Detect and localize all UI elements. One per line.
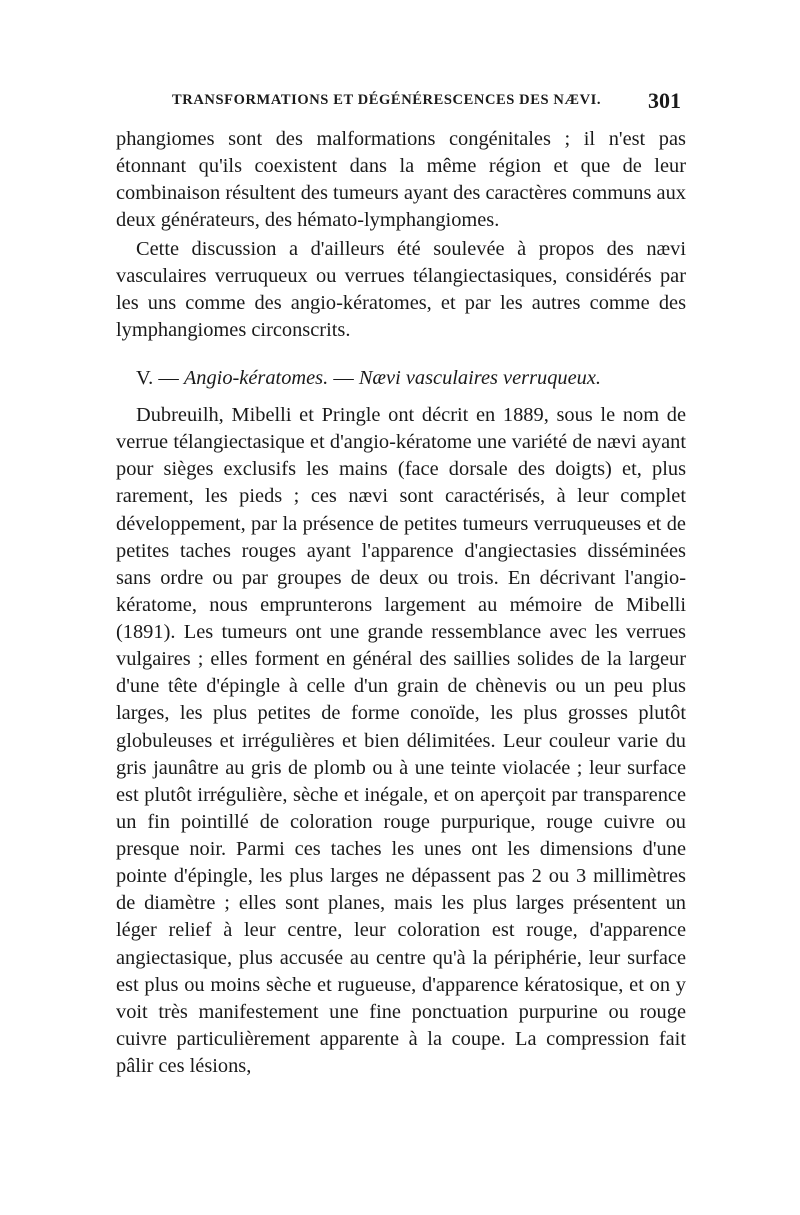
paragraph-1 <box>116 126 686 235</box>
section-dash-2: — <box>333 367 354 389</box>
section-title-2: Nævi vasculaires verruqueux. <box>358 367 602 389</box>
paragraph-1-text: phangiomes sont des malformations congénitales ; il n'est pas étonnant qu'ils coexistent dans la même région et que de leur combinaison résultent des tumeurs ayant des caractères communs aux deux générateurs, des hémato-lymphangiomes. <box>116 128 686 232</box>
running-head: TRANSFORMATIONS ET DÉGÉNÉRESCENCES DES NÆVI. <box>172 92 602 108</box>
section-dash: — <box>158 367 179 389</box>
page-number: 301 <box>648 88 681 113</box>
paragraph-3-text: Dubreuilh, Mibelli et Pringle ont décrit en 1889, sous le nom de verrue télangiectasique et d'angio-kératome une variété de nævi ayant pour sièges exclusifs les mains (face dorsale des doigts) et, plus rarement, les pieds ; ces nævi sont caractérisés, à leur complet développement, par la présence de petites tumeurs verruqueuses et de petites taches rouges ayant l'apparence d'angiectasies disséminées sans ordre ou par groupes de deux ou trois. En décrivant l'angio-kératome, nous emprunterons largement au mémoire de Mibelli (1891). Les tumeurs ont une grande ressemblance avec les verrues vulgaires ; elles forment en général des saillies solides de la largeur d'une tête d'épingle à celle d'un grain de chènevis ou un peu plus larges, les plus petites de forme conoïde, les plus grosses plutôt globuleuses et irrégulières et bien délimitées. Leur couleur varie du gris jaunâtre au gris de plomb ou à une teinte violacée ; leur surface est plutôt irrégulière, sèche et inégale, et on aperçoit par transparence un fin pointillé de coloration rouge purpurique, rouge cuivre ou presque noir. Parmi ces taches les unes ont les dimensions d'une pointe d'épingle, les plus larges ne dépassent pas 2 ou 3 millimètres de diamètre ; elles sont planes, mais les plus larges présentent un léger relief à leur centre, leur coloration est rouge, d'apparence angiectasique, plus accusée au centre qu'à la périphérie, leur surface est plus ou moins sèche et rugueuse, d'apparence kératosique, et on y voit très manifestement une fine ponctuation purpurine ou rouge cuivre particulièrement apparente à la coupe. La compression fait pâlir ces lésions, <box>116 404 686 1077</box>
paragraph-3 <box>116 402 686 1080</box>
section-title-1: Angio-kératomes. <box>183 367 329 389</box>
section-heading <box>136 367 686 390</box>
paragraph-2 <box>116 236 686 345</box>
section-numeral: V. <box>136 367 154 389</box>
paragraph-2-text: Cette discussion a d'ailleurs été soulevée à propos des nævi vasculaires verruqueux ou verrues télangiectasiques, considérés par les uns comme des angio-kératomes, et par les autres comme des lymphangiomes circonscrits. <box>116 238 686 342</box>
